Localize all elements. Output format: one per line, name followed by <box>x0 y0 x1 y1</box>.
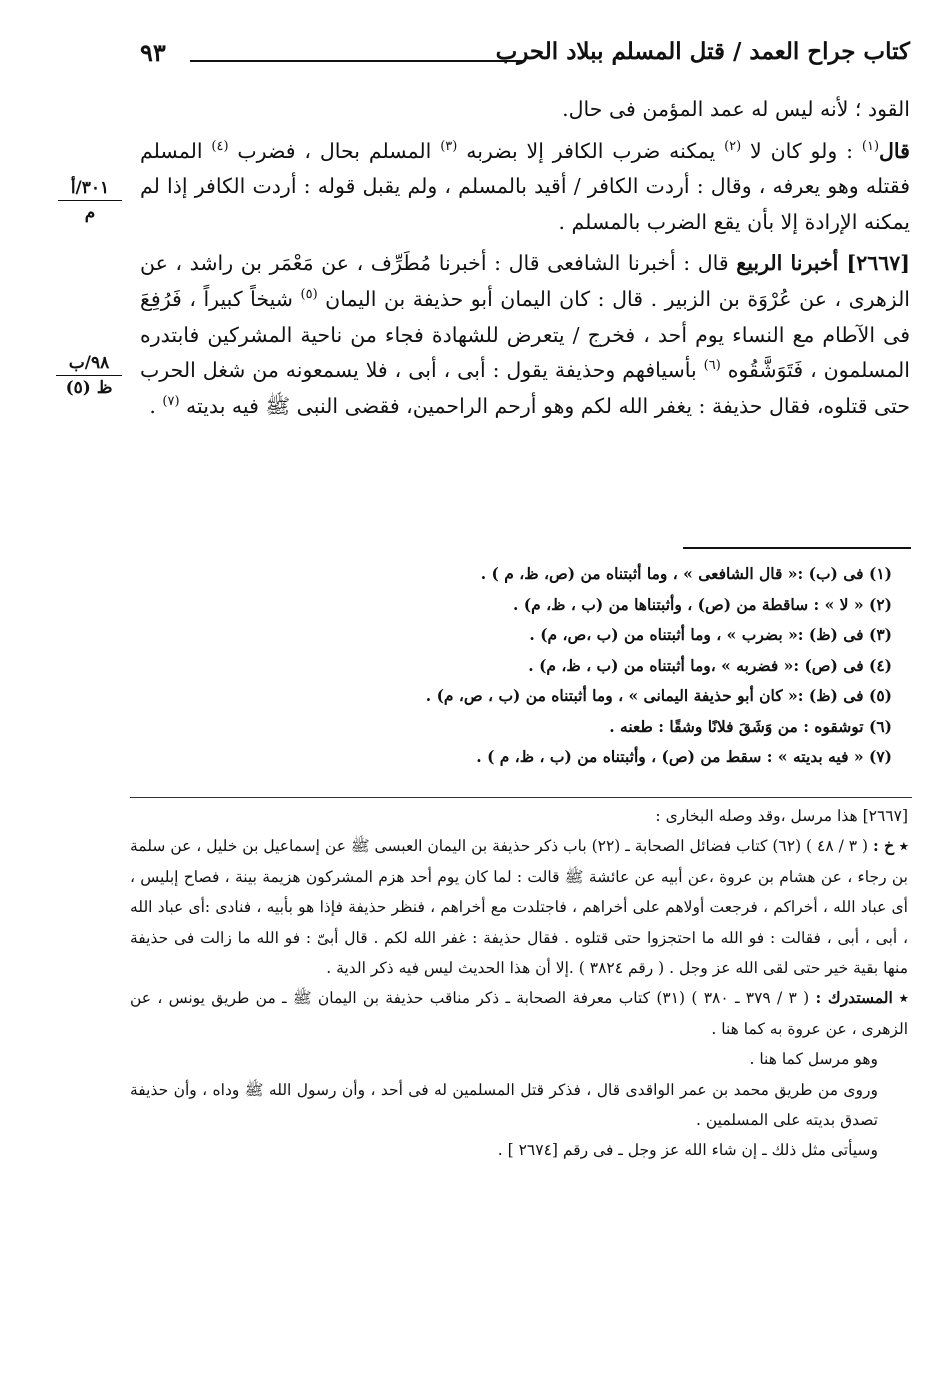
footnotes <box>300 559 892 773</box>
mustadrak-label: ٭ المستدرك : <box>815 988 908 1008</box>
footnote-2: (٢) « لا » : ساقطة من (ص) ، وأثبتناها من (ب ، ظ، م) . <box>513 594 892 614</box>
takhrij-line-3 <box>130 983 908 1044</box>
footnote-5: (٥) فى (ظ) :« كان أبو حذيفة اليمانى » ، وما أثبتناه من (ب ، ص، م) . <box>425 686 892 705</box>
header-title: كتاب جراح العمد / قتل المسلم ببلاد الحرب <box>495 38 910 65</box>
footnote-ref-1: (١) <box>861 138 880 154</box>
header-rule <box>190 60 525 62</box>
takhrij-rule <box>130 797 912 798</box>
margin-note-1-top: ٣٠١/أ <box>58 176 122 201</box>
margin-note-2-bottom: ظ (٥) <box>65 378 113 398</box>
takhrij-line-4: وهو مرسل كما هنا . <box>749 1050 878 1069</box>
takhrij-notes <box>130 801 908 1166</box>
footnote-ref-3: (٣) <box>440 138 458 154</box>
paragraph-3 <box>140 246 910 424</box>
footnote-ref-2: (٢) <box>724 138 742 154</box>
footnote-rule <box>683 547 911 549</box>
footnote-7: (٧) « فيه بديته » : سقط من (ص) ، وأثبتناه من (ب ، ظ، م ) . <box>476 747 892 766</box>
page-header <box>140 38 910 78</box>
takhrij-line-6: وسيأتى مثل ذلك ـ إن شاء الله عز وجل ـ فى رقم [٢٦٧٤ ] . <box>497 1141 878 1160</box>
footnote-ref-5: (٥) <box>300 287 318 303</box>
takhrij-line-1: [٢٦٦٧] هذا مرسل ،وقد وصله البخارى : <box>655 807 908 825</box>
takhrij-line-5: وروى من طريق محمد بن عمر الواقدى قال ، فذكر قتل المسلمين له فى أحد ، وأن رسول الله ﷺ وداه ، وأن حذيفة تصدق بديته على المسلمين . <box>130 1080 878 1130</box>
margin-note-2 <box>56 351 122 400</box>
paragraph-3-text-d: . <box>149 393 163 418</box>
main-text <box>140 92 910 424</box>
footnote-ref-4: (٤) <box>211 138 229 154</box>
page-number: ٩٣ <box>140 38 166 67</box>
paragraph-3-text-c: بأسيافهم وحذيفة يقول : أبى ، أبى ، فلا يسمعونه من شغل الحرب حتى قتلوه، فقال حذيفة : يغفر الله لكم وهو أرحم الراحمين، فقضى النبى ﷺ فيه بديته <box>140 358 910 418</box>
footnote-3: (٣) فى (ظ) :« بضرب » ، وما أثبتناه من (ب ،ص، م) . <box>529 625 892 644</box>
paragraph-1: القود ؛ لأنه ليس له عمد المؤمن فى حال. <box>562 97 910 121</box>
footnote-ref-7: (٧) <box>162 393 180 409</box>
paragraph-3-text-b: شيخاً كبيراً ، فَرُفِعَ فى الآطام مع النساء يوم أحد ، فخرج / يتعرض للشهادة فجاء من ناحية المشركين فابتدره المسلمون ، فَتَوَشَّقُوه <box>140 286 910 383</box>
paragraph-2-text-c: المسلم بحال ، فضرب <box>228 138 441 163</box>
bukhari-label: ٭ خ : <box>873 836 909 856</box>
hadith-number: [٢٦٦٧] <box>846 251 910 276</box>
paragraph-2-text-a: : ولو كان لا <box>741 138 862 163</box>
bukhari-text: ( ٣ / ٤٨ ) (٦٢) كتاب فضائل الصحابة ـ (٢٢) باب ذكر حذيفة بن اليمان العبسى ﷺ عن إسماعيل بن خليل ، عن سلمة بن رجاء ، عن هشام بن عروة ،عن أبيه عن عائشة ﷺ قالت : لما كان يوم أحد هزم المشركون هزيمة بينة ، فصاح إبليس ، أى عباد الله ، أخراكم ، فرجعت أولاهم على أخراهم ، فاجتلدت مع أخراهم ، فنظر حذيفة فإذا هو بأبيه ، فنادى :أى عباد الله ، أبى ، أبى ، فقالت : فو الله ما احتجزوا حتى قتلوه . فقال حذيفة : غفر الله لكم . قال أبىّ : فو الله ما زالت فى حذيفة منها بقية خير حتى لقى الله عز وجل . ( رقم ٣٨٢٤ ) .إلا أن هذا الحديث ليس فيه ذكر الدية . <box>130 837 908 978</box>
margin-note-2-top: ٩٨/ب <box>56 351 122 376</box>
paragraph-2-text-b: يمكنه ضرب الكافر إلا بضربه <box>457 138 725 163</box>
footnote-6: (٦) توشقوه : من وَشَقَ فلانًا وشقًا : طعنه . <box>609 716 892 736</box>
footnote-ref-6: (٦) <box>703 358 721 374</box>
margin-note-1 <box>58 176 122 225</box>
paragraph-2 <box>140 134 910 241</box>
paragraph-3-text-a: قال : أخبرنا الشافعى قال : أخبرنا مُطَرِّف ، عن مَعْمَر بن راشد ، عن الزهرى ، عن عُرْوَة بن الزبير . قال : كان اليمان أبو حذيفة بن اليمان <box>140 251 911 311</box>
footnote-4: (٤) فى (ص) :« فضربه » ،وما أثبتناه من (ب ، ظ، م) . <box>528 655 892 675</box>
takhrij-line-2 <box>130 831 908 983</box>
mustadrak-text: ( ٣ / ٣٧٩ ـ ٣٨٠ ) (٣١) كتاب معرفة الصحابة ـ ذكر مناقب حذيفة بن اليمان ﷺ ـ من طريق يونس ، عن الزهرى ، عن عروة به كما هنا . <box>130 989 908 1038</box>
footnote-1: (١) فى (ب) :« قال الشافعى » ، وما أثبتناه من (ص، ظ، م ) . <box>480 564 892 583</box>
margin-note-1-bottom: م <box>84 203 96 223</box>
paragraph-3-lead: أخبرنا الربيع <box>736 251 847 276</box>
paragraph-2-lead: قال <box>879 138 910 163</box>
paragraph-2-text-d: المسلم فقتله وهو يعرفه ، وقال : أردت الكافر / أقيد بالمسلم ، ولم يقبل قوله : أردت الكافر إذا لم يمكنه الإرادة إلا بأن يقع الضرب بالمسلم . <box>140 138 910 234</box>
